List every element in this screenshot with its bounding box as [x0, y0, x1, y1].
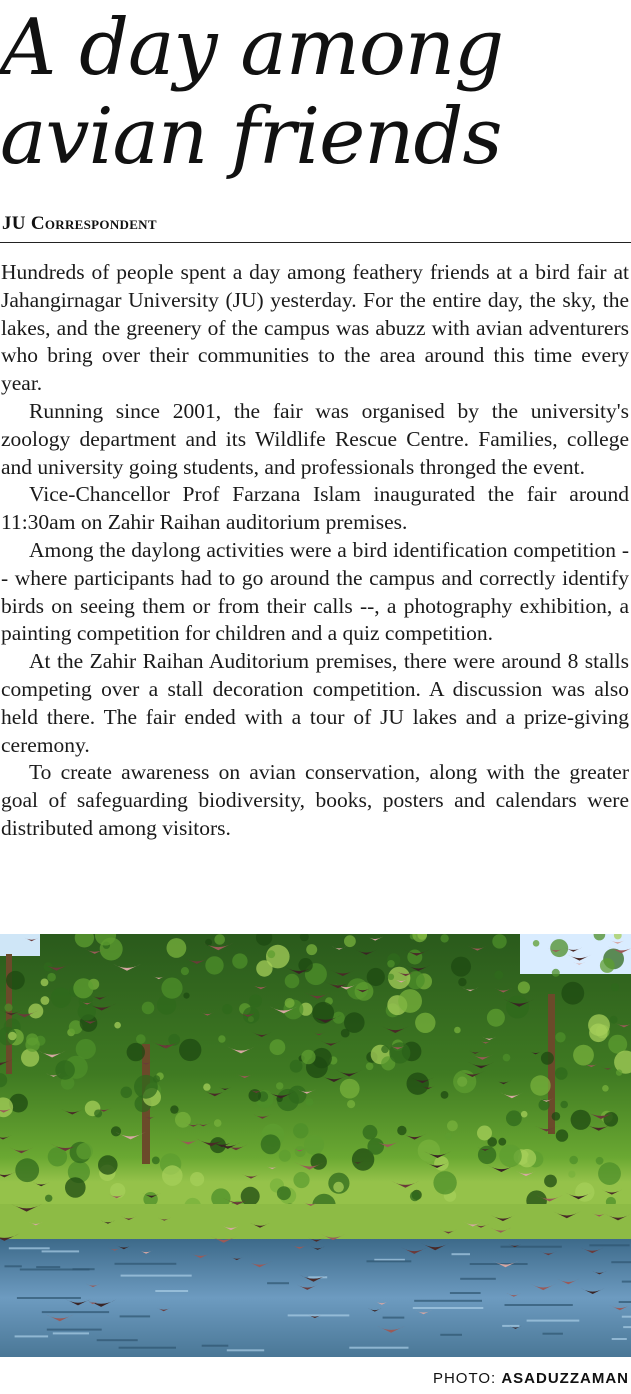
water-ripple [47, 1329, 102, 1331]
water-ripple [308, 1276, 327, 1278]
leaf-cluster [249, 1089, 262, 1102]
leaf-cluster [568, 1171, 575, 1178]
water-ripple [9, 1247, 50, 1249]
leaf-cluster [127, 1043, 145, 1061]
leaf-cluster [267, 950, 275, 958]
leaf-cluster [214, 1119, 222, 1127]
leaf-cluster [279, 1150, 291, 1162]
water-ripple [367, 1260, 412, 1262]
leaf-cluster [498, 1138, 506, 1146]
leaf-cluster [556, 1129, 568, 1141]
water-ripple [501, 1246, 562, 1248]
water-ripple [440, 1334, 462, 1336]
leaf-cluster [203, 1083, 210, 1090]
water-ripple [450, 1292, 481, 1294]
water-ripple [589, 1244, 629, 1246]
leaf-cluster [76, 1039, 96, 1059]
grass-bank [0, 1204, 631, 1244]
leaf-cluster [285, 974, 300, 989]
headline-line-1: A day among [0, 3, 504, 93]
leaf-cluster [333, 1182, 344, 1193]
leaf-cluster [232, 953, 247, 968]
leaf-cluster [293, 1172, 309, 1188]
sky-gap [0, 934, 40, 956]
leaf-cluster [41, 996, 50, 1005]
leaf-cluster [270, 1039, 286, 1055]
water-ripple [452, 1253, 471, 1255]
leaf-cluster [541, 1052, 554, 1065]
leaf-cluster [306, 1098, 314, 1106]
leaf-cluster [8, 1032, 17, 1041]
leaf-cluster [571, 1110, 591, 1130]
leaf-cluster [340, 1079, 360, 1099]
leaf-cluster [162, 1165, 183, 1186]
water-ripple [15, 1335, 49, 1337]
water-ripple [413, 1307, 484, 1309]
leaf-cluster [76, 1143, 93, 1160]
water-ripple [120, 1315, 151, 1317]
leaf-cluster [134, 1075, 158, 1099]
leaf-cluster [304, 1135, 324, 1155]
water-ripple [20, 1269, 90, 1271]
leaf-cluster [561, 982, 584, 1005]
leaf-cluster [433, 1171, 456, 1194]
leaf-cluster [152, 1157, 160, 1165]
water-ripple [502, 1325, 519, 1327]
leaf-cluster [596, 1157, 604, 1165]
leaf-cluster [55, 1060, 75, 1080]
leaf-cluster [65, 1177, 86, 1198]
leaf-cluster [367, 968, 385, 986]
leaf-cluster [347, 1100, 355, 1108]
water-ripple [505, 1304, 573, 1306]
leaf-cluster [366, 1063, 374, 1071]
leaf-cluster [142, 1002, 155, 1015]
paragraph: Hundreds of people spent a day among feathery friends at a bird fair at Jahangirnagar University (JU) yesterday. For the entire day, the sky, the lakes, and the greenery of the campus was abuzz with avian adventurers who bring over their communities to the area around this time every year. [1, 260, 629, 396]
leaf-cluster [387, 960, 395, 968]
leaf-cluster [381, 1046, 389, 1054]
leaf-cluster [388, 974, 394, 980]
leaf-cluster [602, 1085, 609, 1092]
leaf-cluster [45, 1195, 52, 1202]
leaf-cluster [506, 996, 529, 1019]
leaf-cluster [344, 935, 356, 947]
leaf-cluster [544, 1175, 557, 1188]
leaf-cluster [288, 1086, 306, 1104]
leaf-cluster [241, 1187, 260, 1206]
leaf-cluster [533, 940, 540, 947]
leaf-cluster [410, 1191, 420, 1201]
leaf-cluster [293, 1123, 308, 1138]
leaf-cluster [454, 1027, 461, 1034]
leaf-cluster [573, 1045, 594, 1066]
leaf-cluster [170, 1105, 178, 1113]
water-ripple [460, 1278, 496, 1280]
leaf-cluster [175, 1112, 191, 1128]
leaf-cluster [222, 1004, 232, 1014]
leaf-cluster [41, 979, 49, 987]
water-ripple [202, 1345, 229, 1347]
leaf-cluster [73, 978, 93, 998]
paragraph: Vice-Chancellor Prof Farzana Islam inaugurated the fair around 11:30am on Zahir Raihan auditorium premises. [1, 482, 629, 535]
water-ripple [622, 1316, 631, 1318]
headline-line-2: avian friends [0, 92, 502, 182]
leaf-cluster [94, 1110, 102, 1118]
photo-credit [433, 1370, 629, 1388]
water-ripple [267, 1282, 289, 1284]
water-ripple [227, 1349, 264, 1351]
leaf-cluster [367, 1138, 384, 1155]
leaf-cluster [218, 1035, 225, 1042]
leaf-cluster [389, 1042, 410, 1063]
water-ripple [470, 1263, 528, 1265]
leaf-cluster [453, 1070, 476, 1093]
lake-water [0, 1239, 631, 1357]
leaf-cluster [28, 1004, 43, 1019]
leaf-cluster [560, 1101, 568, 1109]
leaf-cluster [136, 1034, 146, 1044]
leaf-cluster [179, 1039, 201, 1061]
water-ripple [17, 1297, 81, 1299]
water-ripple [36, 1266, 60, 1268]
leaf-cluster [552, 1112, 561, 1121]
leaf-cluster [445, 1133, 452, 1140]
leaf-cluster [110, 1183, 125, 1198]
water-ripple [619, 1301, 631, 1303]
leaf-cluster [78, 1002, 96, 1020]
water-ripple [349, 1347, 408, 1349]
leaf-cluster [285, 998, 295, 1008]
water-ripple [155, 1290, 188, 1292]
water-ripple [543, 1333, 563, 1335]
leaf-cluster [555, 1067, 568, 1080]
leaf-cluster [111, 1126, 121, 1136]
leaf-cluster [114, 1022, 121, 1029]
leaf-cluster [407, 1073, 429, 1095]
leaf-cluster [589, 1024, 608, 1043]
water-ripple [612, 1338, 627, 1340]
leaf-cluster [398, 989, 422, 1013]
water-ripple [414, 1300, 482, 1302]
paragraph: Running since 2001, the fair was organised by the university's zoology department and its Wildlife Rescue Centre. Families, college and university going students, and professionals thronged the event. [1, 398, 629, 479]
leaf-cluster [4, 1004, 12, 1012]
leaf-cluster [478, 1146, 496, 1164]
leaf-cluster [494, 971, 503, 980]
leaf-cluster [600, 958, 615, 973]
photo-credit-label: PHOTO: [432, 1370, 497, 1387]
leaf-cluster [205, 956, 223, 974]
water-ripple [383, 1317, 405, 1319]
leaf-cluster [530, 1075, 550, 1095]
water-ripple [611, 1261, 631, 1263]
water-ripple [97, 1339, 138, 1341]
leaf-cluster [555, 1032, 565, 1042]
leaf-cluster [249, 995, 262, 1008]
leaf-cluster [552, 969, 560, 977]
leaf-cluster [569, 1156, 578, 1165]
leaf-cluster [121, 1087, 133, 1099]
leaf-cluster [256, 960, 272, 976]
leaf-cluster [333, 1012, 345, 1024]
leaf-cluster [598, 1162, 621, 1185]
leaf-cluster [306, 944, 317, 955]
leaf-cluster [441, 1091, 449, 1099]
leaf-cluster [26, 1033, 38, 1045]
leaf-cluster [47, 973, 56, 982]
paragraph: To create awareness on avian conservation, along with the greater goal of safeguarding biodiversity, books, posters and calendars were distributed among visitors. [1, 760, 629, 840]
leaf-cluster [616, 1069, 622, 1075]
leaf-cluster [503, 1054, 511, 1062]
leaf-cluster [44, 962, 53, 971]
leaf-cluster [214, 934, 225, 945]
leaf-cluster [458, 978, 466, 986]
water-ripple [119, 1347, 176, 1349]
leaf-cluster [290, 1060, 303, 1073]
leaf-cluster [499, 1145, 522, 1168]
leaf-cluster [15, 1158, 39, 1182]
leaf-cluster [98, 1155, 118, 1175]
leaf-cluster [276, 1082, 283, 1089]
leaf-cluster [521, 1111, 528, 1118]
leaf-cluster [440, 934, 448, 942]
leaf-cluster [447, 1120, 458, 1131]
water-ripple [121, 1275, 192, 1277]
leaf-cluster [190, 1172, 204, 1186]
leaf-cluster [397, 1126, 406, 1135]
leaf-cluster [168, 1034, 180, 1046]
water-ripple [53, 1332, 89, 1334]
leaf-cluster [301, 1050, 315, 1064]
leaf-cluster [518, 981, 530, 993]
leaf-cluster [487, 1009, 505, 1027]
leaf-cluster [363, 1125, 378, 1140]
leaf-cluster [550, 939, 568, 957]
leaf-cluster [604, 1112, 619, 1127]
byline-rule [0, 242, 631, 243]
leaf-cluster [295, 1146, 306, 1157]
leaf-cluster [477, 1126, 492, 1141]
water-ripple [115, 1263, 177, 1265]
leaf-cluster [277, 1186, 291, 1200]
leaf-cluster [344, 1012, 365, 1033]
leaf-cluster [415, 1013, 435, 1033]
byline: JU Correspondent [2, 213, 157, 234]
water-ripple [5, 1265, 22, 1267]
leaf-cluster [506, 1110, 522, 1126]
bird-flock-photo [0, 934, 631, 1357]
water-ripple [623, 1326, 631, 1328]
leaf-cluster [434, 1156, 449, 1171]
leaf-cluster [611, 983, 619, 991]
leaf-cluster [183, 993, 189, 999]
article-body [1, 259, 629, 843]
leaf-cluster [407, 950, 422, 965]
water-ripple [42, 1250, 80, 1252]
leaf-cluster [181, 967, 189, 975]
leaf-cluster [261, 1134, 281, 1154]
leaf-cluster [451, 957, 471, 977]
leaf-cluster [6, 971, 25, 990]
photo-credit-name: ASADUZZAMAN [501, 1370, 629, 1387]
leaf-cluster [205, 939, 212, 946]
leaf-cluster [610, 1016, 618, 1024]
water-ripple [622, 1281, 631, 1283]
water-ripple [527, 1320, 580, 1322]
paragraph: Among the daylong activities were a bird identification competition -- where participants had to go around the campus and correctly identify birds on seeing them or from their calls --, a photography exhibition, a painting competition for children and a quiz competition. [1, 537, 629, 646]
leaf-cluster [51, 988, 71, 1008]
water-ripple [42, 1311, 109, 1313]
leaf-cluster [492, 934, 506, 948]
headline [0, 4, 631, 182]
paragraph: At the Zahir Raihan Auditorium premises, there were around 8 stalls competing over a stall decoration competition. A discussion was also held there. The fair ended with a tour of JU lakes and a prize-giving ceremony. [1, 649, 629, 757]
leaf-cluster [161, 978, 182, 999]
leaf-cluster [167, 938, 187, 958]
